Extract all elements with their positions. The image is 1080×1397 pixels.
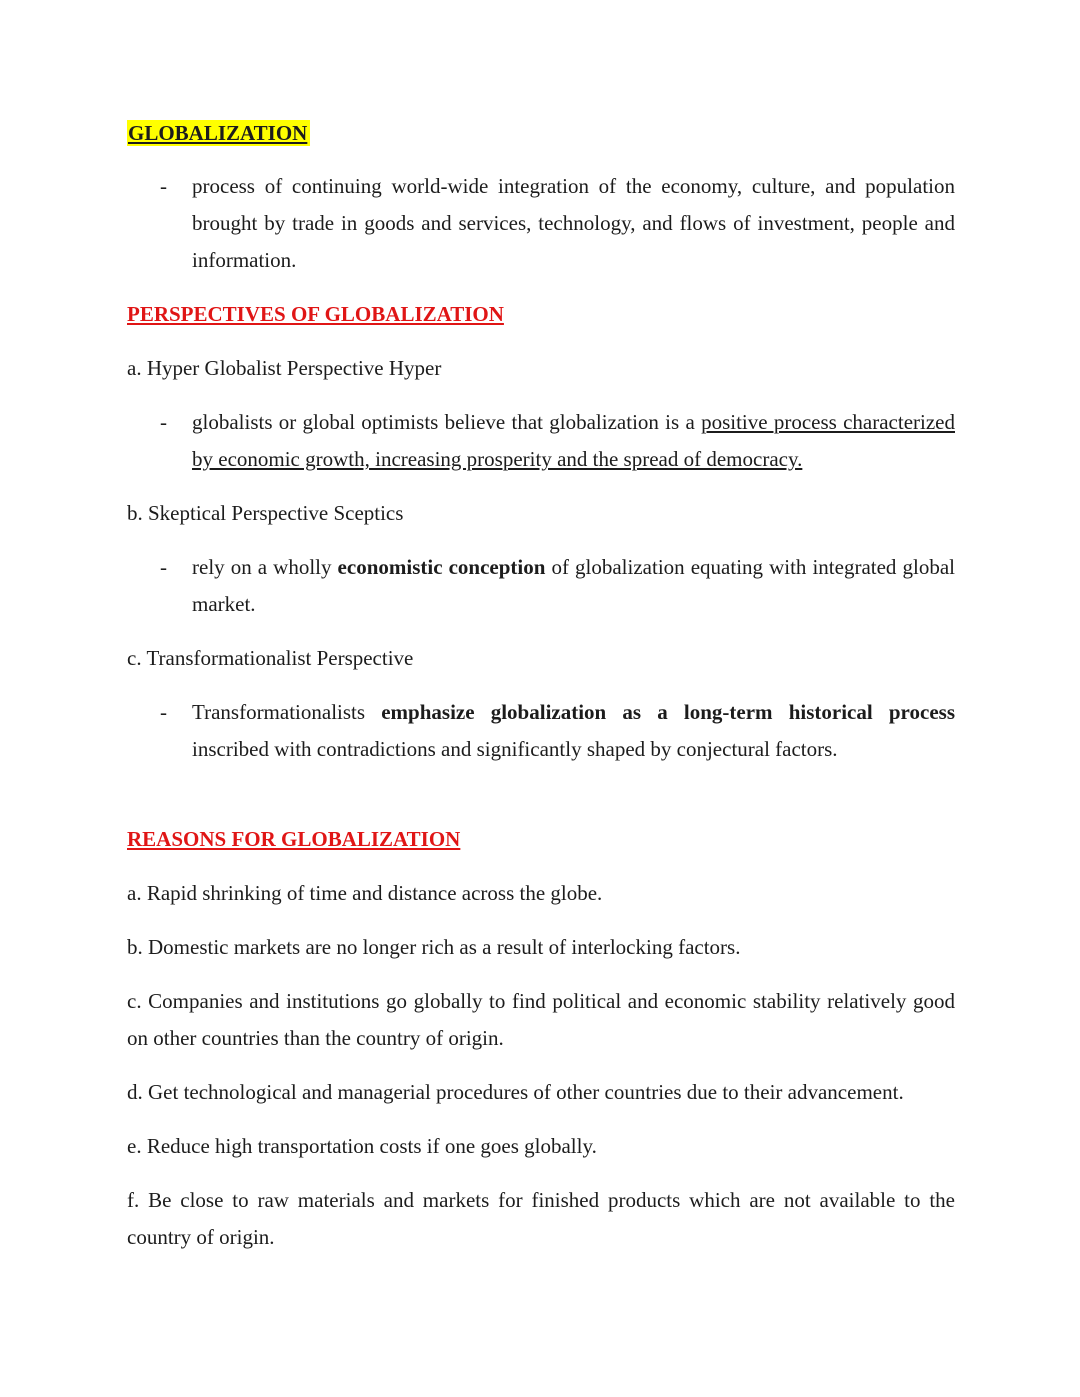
bullet-dash: -: [160, 174, 167, 198]
text-segment: rely on a wholly: [192, 555, 338, 579]
text-segment: economistic conception: [337, 555, 546, 579]
perspective-a-bullet: [127, 404, 955, 478]
perspective-c-label: c. Transformationalist Perspective: [127, 646, 414, 670]
perspective-a-bullet-text: [192, 404, 955, 478]
perspective-b-bullet-text: [192, 549, 955, 623]
definition-bullet: [127, 168, 955, 279]
bullet-dash: -: [160, 555, 167, 579]
bullet-dash: -: [160, 700, 167, 724]
perspective-c-bullet: [127, 694, 955, 768]
reason-item-a: a. Rapid shrinking of time and distance across the globe.: [127, 881, 603, 905]
text-segment: emphasize globalization as a long-term historical process: [381, 700, 955, 724]
reason-item-f: f. Be close to raw materials and markets for finished products which are not available to the country of origin.: [127, 1188, 955, 1249]
perspective-b-label: b. Skeptical Perspective Sceptics: [127, 501, 404, 525]
reason-item-d: d. Get technological and managerial procedures of other countries due to their advancement.: [127, 1080, 904, 1104]
reason-item-b: b. Domestic markets are no longer rich as a result of interlocking factors.: [127, 935, 741, 959]
section-heading-perspectives: PERSPECTIVES OF GLOBALIZATION: [127, 302, 504, 326]
text-segment: positive process characterized by economic growth, increasing prosperity and the spread of democracy.: [192, 410, 955, 471]
perspective-c-bullet-text: [192, 694, 955, 768]
perspective-a-label: a. Hyper Globalist Perspective Hyper: [127, 356, 442, 380]
doc-title: [127, 115, 955, 152]
bullet-dash: -: [160, 410, 167, 434]
text-segment: inscribed with contradictions and significantly shaped by conjectural factors.: [192, 737, 838, 761]
reason-item-e: e. Reduce high transportation costs if one goes globally.: [127, 1134, 597, 1158]
definition-text: [192, 168, 955, 279]
reason-item-c: c. Companies and institutions go globally to find political and economic stability relatively good on other countries than the country of origin.: [127, 989, 955, 1050]
section-heading-reasons: REASONS FOR GLOBALIZATION: [127, 827, 461, 851]
text-segment: globalists or global optimists believe that globalization is a: [192, 410, 702, 434]
text-segment: of globalization equating with integrated global market.: [192, 555, 955, 616]
perspective-b-bullet: [127, 549, 955, 623]
text-segment: Transformationalists: [192, 700, 382, 724]
doc-title-highlight: GLOBALIZATION: [127, 120, 310, 146]
text-segment: process of continuing world-wide integration of the economy, culture, and population brought by trade in goods and services, technology, and flows of investment, people and information.: [192, 174, 955, 272]
